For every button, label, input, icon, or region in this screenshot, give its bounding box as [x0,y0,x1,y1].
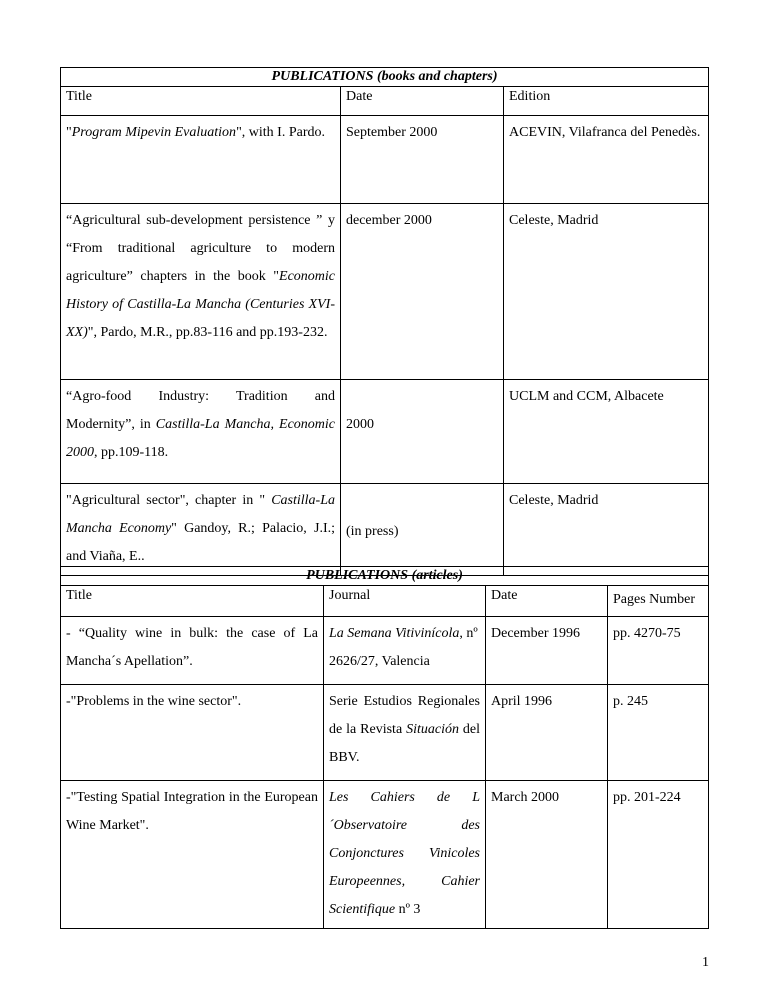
article-date: December 1996 [486,617,608,685]
table-row [61,204,709,380]
article-date: April 1996 [486,685,608,781]
article-title: -"Testing Spatial Integration in the European Wine Market". [61,781,324,929]
article-title: - “Quality wine in bulk: the case of La Mancha´s Apellation”. [61,617,324,685]
article-journal: La Semana Vitivinícola, nº 2626/27, Valencia [324,617,486,685]
books-table [60,67,709,576]
book-edition: UCLM and CCM, Albacete [504,380,709,484]
table-row [61,617,709,685]
article-pages: p. 245 [608,685,709,781]
articles-caption: PUBLICATIONS (articles) [61,567,709,586]
articles-header-title: Title [61,586,324,617]
articles-table [60,566,709,929]
page-number: 1 [702,955,709,970]
table-row [61,380,709,484]
book-title: "Program Mipevin Evaluation", with I. Pardo. [61,116,341,204]
books-header-edition: Edition [504,87,709,116]
article-pages: pp. 4270-75 [608,617,709,685]
books-caption: PUBLICATIONS (books and chapters) [61,68,709,87]
book-title: “Agro-food Industry: Tradition and Modernity”, in Castilla-La Mancha, Economic 2000, pp.109-118. [61,380,341,484]
article-journal: Les Cahiers de L´Observatoire des Conjonctures Vinicoles Europeennes, Cahier Scientifique nº 3 [324,781,486,929]
table-row [61,781,709,929]
book-edition: ACEVIN, Vilafranca del Penedès. [504,116,709,204]
book-edition: Celeste, Madrid [504,484,709,576]
book-date: (in press) [341,484,504,576]
books-header-date: Date [341,87,504,116]
book-date: 2000 [341,380,504,484]
book-date: September 2000 [341,116,504,204]
articles-header-journal: Journal [324,586,486,617]
article-journal: Serie Estudios Regionales de la Revista Situación del BBV. [324,685,486,781]
books-header-title: Title [61,87,341,116]
table-row [61,484,709,576]
book-title: “Agricultural sub-development persistence ” y “From traditional agriculture to modern agriculture” chapters in the book "Economic History of Castilla-La Mancha (Centuries XVI-XX)", Pardo, M.R., pp.83-116 and pp.193-232. [61,204,341,380]
article-title: -"Problems in the wine sector". [61,685,324,781]
article-date: March 2000 [486,781,608,929]
book-title: "Agricultural sector", chapter in " Castilla-La Mancha Economy" Gandoy, R.; Palacio, J.I.; and Viaña, E.. [61,484,341,576]
table-row [61,685,709,781]
book-date: december 2000 [341,204,504,380]
article-pages: pp. 201-224 [608,781,709,929]
articles-header-date: Date [486,586,608,617]
articles-header-pages: Pages Number [608,586,709,617]
table-row [61,116,709,204]
book-edition: Celeste, Madrid [504,204,709,380]
